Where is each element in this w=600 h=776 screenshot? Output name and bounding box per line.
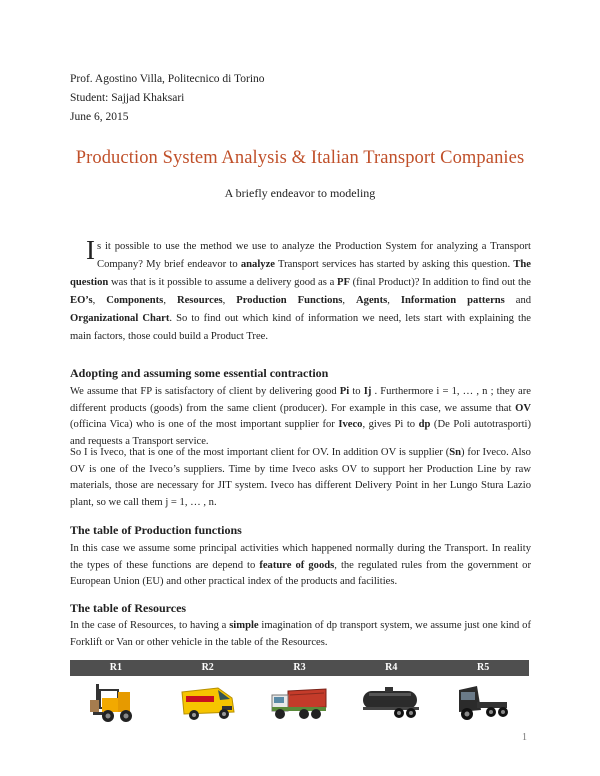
header-r5: R5 bbox=[476, 662, 490, 673]
forklift-icon bbox=[70, 680, 162, 726]
resources-table bbox=[70, 660, 529, 730]
semi-truck-icon bbox=[437, 682, 529, 724]
document-title: Production System Analysis & Italian Transport Companies bbox=[75, 148, 525, 168]
header-r4: R4 bbox=[385, 662, 398, 673]
student-line: Student: Sajjad Khaksari bbox=[70, 92, 185, 104]
page-number: 1 bbox=[522, 732, 527, 743]
header-r2: R2 bbox=[201, 662, 214, 673]
date-line: June 6, 2015 bbox=[70, 111, 129, 123]
drop-cap: I bbox=[86, 235, 95, 265]
section-heading-resources: The table of Resources bbox=[70, 601, 187, 615]
resources-table-header bbox=[70, 660, 529, 676]
resources-table-images bbox=[70, 676, 529, 730]
section-heading-assumptions: Adopting and assuming some essential contraction bbox=[70, 366, 329, 380]
document-header bbox=[70, 70, 265, 127]
tanker-trailer-icon bbox=[345, 685, 437, 721]
assumptions-paragraph-2: So I is Iveco, that is one of the most important client for OV. In addition OV is supplier (Sn) for Iveco. Also OV is one of the Iveco’s suppliers. Time by time Iveco asks OV to support her Production Line by raw materials, those are necessary for JIT system. Iveco has different Delivery Point in her Lungo Stura Lazio plant, so we call them j = 1, … , n. bbox=[70, 447, 531, 508]
resources-paragraph: In the case of Resources, to having a simple imagination of dp transport system, we assume just one kind of Forklift or Van or other vehicle in the table of the Resources. bbox=[70, 620, 531, 648]
section-heading-production-functions: The table of Production functions bbox=[70, 523, 242, 537]
dump-truck-icon bbox=[254, 683, 346, 723]
production-functions-paragraph: In this case we assume some principal activities which happened normally during the Transport. In reality the types of these functions are depend to feature of goods, the regulated rules from the government or European Union (EU) and other practical index of the products and facilities. bbox=[70, 543, 532, 587]
header-r3: R3 bbox=[293, 662, 306, 673]
intro-paragraph: Is it possible to use the method we use to analyze the Production System for analyzing a Transport Company? My brief endeavor to analyze Transport services has started by asking this question. The question was that is it possible to assume a delivery good as a PF (final Product)? In addition to find out the EO’s, Components, Resources, Production Functions, Agents, Information patterns and Organizational Chart. So to find out which kind of information we need, lets start with explaining the main factors, those could build a Product Tree. bbox=[70, 235, 532, 342]
assumptions-paragraph-1: We assume that FP is satisfactory of client by delivering good Pi to Ij . Furthermore i = 1, … , n ; they are different products (goods) from the same client (producer). For example in this case, we assume that OV (officina Vica) who is one of the most important supplier for Iveco, gives Pi to dp (De Poli autotrasporti) and requests a Transport service. bbox=[70, 386, 531, 447]
document-subtitle: A briefly endeavor to modeling bbox=[224, 186, 376, 200]
delivery-van-icon bbox=[162, 682, 254, 724]
header-r1: R1 bbox=[109, 662, 123, 673]
author-line: Prof. Agostino Villa, Politecnico di Torino bbox=[70, 73, 265, 85]
